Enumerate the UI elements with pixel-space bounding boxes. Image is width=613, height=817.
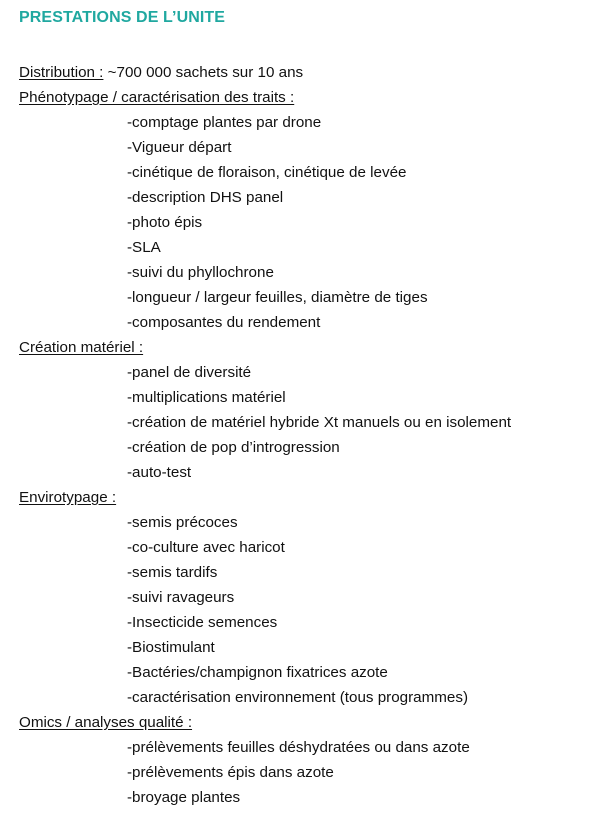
distribution-value: ~700 000 sachets sur 10 ans: [103, 64, 304, 81]
list-item: -SLA: [127, 239, 161, 256]
list-item: -Biostimulant: [127, 639, 215, 656]
list-item: -caractérisation environnement (tous programmes): [127, 689, 469, 706]
list-item: -description DHS panel: [127, 189, 284, 206]
list-item: -broyage plantes: [127, 789, 241, 806]
section-heading-envirotypage: [19, 485, 599, 510]
section-heading-label: Omics / analyses qualité :: [19, 714, 193, 731]
list-item: -Vigueur départ: [127, 139, 232, 156]
list-item: -Insecticide semences: [127, 614, 278, 631]
list-item: -panel de diversité: [127, 364, 252, 381]
services-list: [19, 60, 599, 810]
list-item: -composantes du rendement: [127, 314, 321, 331]
list-item: -création de matériel hybride Xt manuels ou en isolement: [127, 414, 512, 431]
section-heading-creation-materiel: [19, 335, 599, 360]
page-title: PRESTATIONS DE L’UNITE: [19, 9, 226, 26]
list-item: -comptage plantes par drone: [127, 114, 322, 131]
list-item: -longueur / largeur feuilles, diamètre de tiges: [127, 289, 428, 306]
list-item: -Bactéries/champignon fixatrices azote: [127, 664, 388, 681]
list-item: -suivi ravageurs: [127, 589, 235, 606]
section-heading-label: Envirotypage :: [19, 489, 117, 506]
list-item: -auto-test: [127, 464, 192, 481]
list-item: -cinétique de floraison, cinétique de levée: [127, 164, 407, 181]
list-item: -prélèvements épis dans azote: [127, 764, 334, 781]
distribution-label: Distribution :: [19, 64, 104, 81]
list-item: -suivi du phyllochrone: [127, 264, 274, 281]
section-heading-phenotypage: [19, 85, 599, 110]
section-heading-label: Phénotypage / caractérisation des traits :: [19, 89, 295, 106]
list-item: -création de pop d’introgression: [127, 439, 340, 456]
section-heading-label: Création matériel :: [19, 339, 144, 356]
list-item: -semis tardifs: [127, 564, 218, 581]
list-item: -co-culture avec haricot: [127, 539, 285, 556]
distribution-line: [19, 60, 599, 85]
section-heading-omics: [19, 710, 599, 735]
list-item: -photo épis: [127, 214, 203, 231]
list-item: -prélèvements feuilles déshydratées ou dans azote: [127, 739, 470, 756]
list-item: -semis précoces: [127, 514, 238, 531]
list-item: -multiplications matériel: [127, 389, 286, 406]
